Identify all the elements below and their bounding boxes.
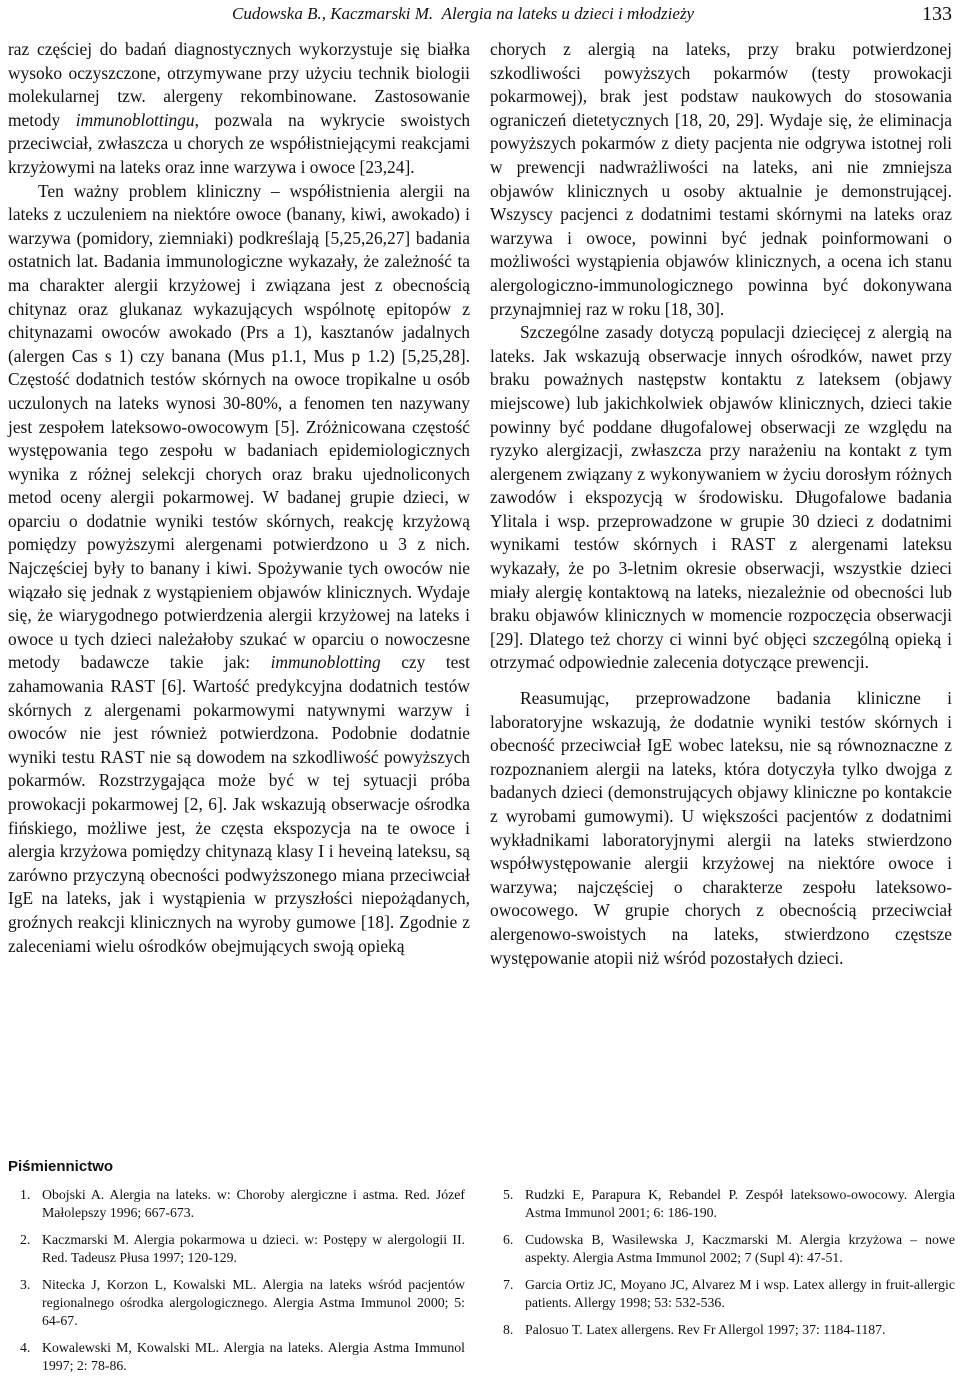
left-text-column (8, 38, 470, 958)
right-text-column (490, 38, 952, 970)
page-number: 133 (922, 3, 952, 25)
running-head (232, 4, 694, 24)
references-section (8, 1158, 955, 1373)
references-title: Piśmiennictwo (8, 1158, 114, 1175)
header-authors: Cudowska B., Kaczmarski M. (232, 4, 434, 23)
left-paragraph-1: raz częściej do badań diagnostycznych wykorzystuje się białka wysoko oczyszczone, otrzymywane przy użyciu technik biologii molekularnej tzw. alergeny rekombinowane. Zastosowanie metody immunoblottingu, pozwala na wykrycie swoistych przeciwciał, zwłaszcza u chorych ze współistniejącymi reakcjami krzyżowymi na lateks oraz inne warzywa i owoce [23,24]. (8, 39, 471, 177)
emphasis-term: immunoblotting (270, 652, 381, 673)
reference-item: 1. Obojski A. Alergia na lateks. w: Choroby alergiczne i astma. Red. Józef Małolepszy 1996; 667-673. (20, 1187, 465, 1220)
right-paragraph-2: Szczególne zasady dotyczą populacji dziecięcej z alergią na lateks. Jak wskazują obserwacje innych ośrodków, nawet przy braku poważnych następstw kontaktu z lateksem (objawy miejscowe) lub jakichkolwiek objawów klinicznych, dzieci takie powinny być poddane długofalowej obserwacji ze względu na ryzyko alergizacji, zwłaszcza przy narażeniu na kontakt z tym alergenem związany z wykonywaniem w życiu dorosłym różnych zawodów i ekspozycją w środowisku. Długofalowe badania Ylitala i wsp. przeprowadzone w grupie 30 dzieci z dodatnimi wynikami testów skórnych i RAST z alergenami lateksu wykazały, że po 3-letnim okresie obserwacji, wszystkie dzieci miały alergię kontaktową na lateks, niezależnie od obecności lub braku objawów klinicznych w momencie rozpoczęcia obserwacji [29]. Dlatego też chorzy ci winni być objęci szczególną opieką i otrzymać odpowiednie zalecenia dotyczące prewencji. (490, 322, 952, 673)
reference-item: 8. Palosuo T. Latex allergens. Rev Fr Allergol 1997; 37: 1184-1187. (503, 1322, 886, 1337)
emphasis-term: immunoblottingu (75, 109, 195, 130)
running-header (0, 0, 960, 30)
reference-item: 3. Nitecka J, Korzon L, Kowalski ML. Alergia na lateks wśród pacjentów regionalnego ośrodka alergologicznego. Alergia Astma Immunol 2000; 5: 64-67. (20, 1277, 465, 1328)
left-paragraph-2: Ten ważny problem kliniczny – współistnienia alergii na lateks z uczuleniem na niektóre owoce (banany, kiwi, awokado) i warzywa (pomidory, ziemniaki) podkreślają [5,25,26,27] badania ostatnich lat. Badania immunologiczne wykazały, że zależność ta ma charakter alergii krzyżowej i związana jest z obecnością chitynaz oraz glukanaz wykazujących wspólnotę epitopów z chitynazami owoców awokado (Prs a 1), kasztanów jadalnych (alergen Cas s 1) czy banana (Mus p1.1, Mus p 1.2) [5,25,28]. Częstość dodatnich testów skórnych na owoce tropikalne u osób uczulonych na lateks wynosi 30-80%, a fenomen ten nazywany jest zespołem lateksowo-owocowym [5]. Zróżnicowana częstość występowania tego zespołu w badaniach epidemiologicznych wynika z różnej selekcji chorych oraz braku ujednoliconych metod oceny alergii pokarmowej. W badanej grupie dzieci, w oparciu o dodatnie wyniki testów skórnych, reakcję krzyżową pomiędzy powyższymi alergenami potwierdzono u 3 z nich. Najczęściej były to banany i kiwi. Spożywanie tych owoców nie wiązało się jednak z wystąpieniem objawów klinicznych. Wydaje się, że wiarygodnego potwierdzenia alergii krzyżowej na lateks i owoce u tych dzieci należałoby szukać w oparciu o nowoczesne metody badawcze takie jak: immunoblotting czy test zahamowania RAST [6]. Wartość predykcyjna dodatnich testów skórnych z alergenami pokarmowymi natywnymi warzyw i owoców nie jest również potwierdzona. Podobnie dodatnie wyniki testu RAST nie są dowodem na szkodliwość powyższych pokarmów. Rozstrzygająca może być w tej sytuacji próba prowokacji pokarmowej [2, 6]. Jak wskazują obserwacje ośrodka fińskiego, możliwe jest, że częsta ekspozycja na te owoce i alergia krzyżowa pomiędzy chitynazą klasy I i heveiną lateksu, są zarówno przyczyną obecności podwyższonego miana przeciwciał IgE na lateks, jak i wystąpienia w przyszłości niepożądanych, groźnych reakcji klinicznych na wyroby gumowe [18]. Zgodnie z zaleceniami wielu ośrodków obejmujących swoją opieką (8, 180, 470, 956)
reference-item: 5. Rudzki E, Parapura K, Rebandel P. Zespół lateksowo-owocowy. Alergia Astma Immunol 2001; 6: 186-190. (503, 1187, 955, 1220)
reference-item: 2. Kaczmarski M. Alergia pokarmowa u dzieci. w: Postępy w alergologii II. Red. Tadeusz Płusa 1997; 120-129. (20, 1232, 465, 1265)
right-paragraph-3: Reasumując, przeprowadzone badania kliniczne i laboratoryjne wskazują, że dodatnie wyniki testów skórnych i obecność przeciwciał IgE wobec lateksu, nie są równoznaczne z rozpoznaniem alergii na lateks, która dotyczyła tylko dwojga z badanych dzieci (demonstrujących objawy kliniczne po kontakcie z wyrobami gumowymi). U większości pacjentów z dodatnimi wykładnikami laboratoryjnymi alergii na lateks stwierdzono współwystępowanie alergii krzyżowej na niektóre owoce i warzywa; najczęściej o charakterze zespołu lateksowo-owocowego. W grupie chorych z obecnością przeciwciał alergenowo-swoistych na lateks, stwierdzono częstsze występowanie atopii niż wśród pozostałych dzieci. (490, 688, 952, 968)
right-paragraph-1: chorych z alergią na lateks, przy braku potwierdzonej szkodliwości powyższych pokarmów (testy prowokacji pokarmowej), brak jest podstaw naukowych do stosowania ograniczeń dietetycznych [18, 20, 29]. Wydaje się, że eliminacja powyższych pokarmów z diety pacjenta nie odgrywa istotnej roli w prewencji nadwrażliwości na lateks, ani nie zmniejsza objawów klinicznych u osoby aktualnie je demonstrującej. Wszyscy pacjenci z dodatnimi testami skórnymi na lateks oraz warzywa i owoce, powinni być jednak poinformowani o możliwości wystąpienia objawów klinicznych, a ocena ich stanu alergologiczno-immunologicznego powinna być dokonywana przynajmniej raz w roku [18, 30]. (490, 39, 952, 319)
references-left-column (20, 1186, 465, 1384)
reference-item: 6. Cudowska B, Wasilewska J, Kaczmarski M. Alergia krzyżowa – nowe aspekty. Alergia Astma Immunol 2002; 7 (Supl 4): 47-51. (503, 1232, 955, 1265)
references-right-column (503, 1186, 955, 1348)
header-article-title: Alergia na lateks u dzieci i młodzieży (441, 4, 695, 23)
reference-item: 7. Garcia Ortiz JC, Moyano JC, Alvarez M i wsp. Latex allergy in fruit-allergic patients. Allergy 1998; 53: 532-536. (503, 1277, 955, 1310)
reference-item: 4. Kowalewski M, Kowalski ML. Alergia na lateks. Alergia Astma Immunol 1997; 2: 78-86. (20, 1340, 465, 1373)
